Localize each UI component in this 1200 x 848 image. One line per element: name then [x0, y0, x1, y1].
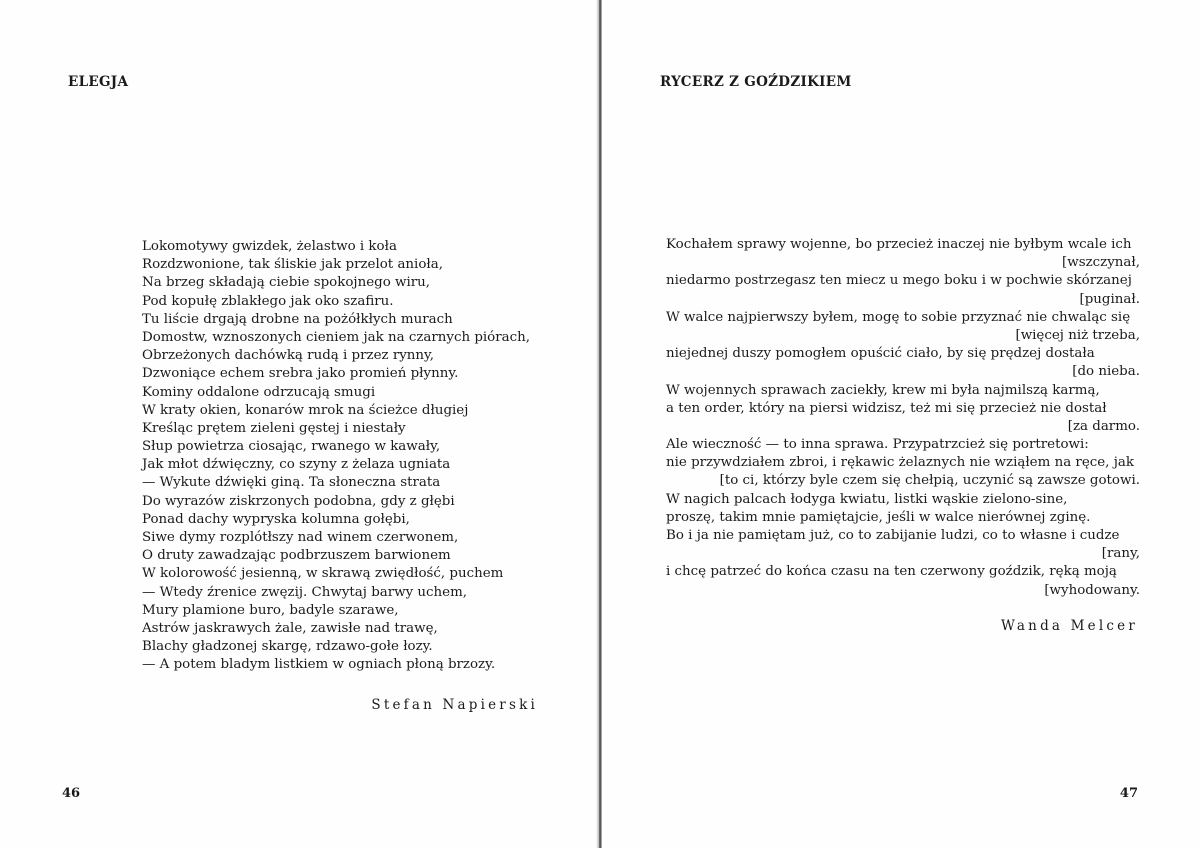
poem-line: W nagich palcach łodyga kwiatu, listki wąskie zielono-sine, [666, 491, 1068, 507]
poem-line-continuation: [puginał. [1079, 291, 1140, 307]
poem-line: Pod kopułę zblakłego jak oko szafiru. [142, 293, 394, 309]
poem-line: W wojennych sprawach zaciekły, krew mi była najmilszą karmą, [666, 382, 1100, 398]
poem-line: Siwe dymy rozplótłszy nad winem czerwonem, [142, 530, 459, 545]
left-page [0, 0, 598, 848]
poem-line: Lokomotywy gwizdek, żelastwo i koła [142, 239, 397, 254]
poem-line-continuation: [to ci, którzy byle czem się chełpią, uczynić są zawsze gotowi. [719, 473, 1140, 489]
poem-line-continuation: [wszczynał, [1062, 255, 1140, 271]
poem-line: Bo i ja nie pamiętam już, co to zabijanie ludzi, co to własne i cudze [666, 528, 1120, 543]
right-page [602, 0, 1200, 848]
poem-line: Jak młot dźwięczny, co szyny z żelaza ugniata [142, 457, 451, 473]
poem-line: Mury plamione buro, badyle szarawe, [142, 602, 399, 618]
poem-line-continuation: [rany, [1101, 546, 1140, 562]
poem-line: — Wtedy źrenice zwęzij. Chwytaj barwy uchem, [142, 584, 468, 600]
poem-line: Do wyrazów ziskrzonych podobna, gdy z głębi [142, 493, 455, 509]
poem-line: i chcę patrzeć do końca czasu na ten czerwony goździk, ręką moją [666, 564, 1117, 580]
poem-line: Kochałem sprawy wojenne, bo przecież inaczej nie byłbym wcale ich [666, 237, 1132, 252]
poem-line: niedarmo postrzegasz ten miecz u mego boku i w pochwie skórzanej [666, 273, 1132, 289]
poem-line: Obrzeżonych dachówką rudą i przez rynny, [142, 348, 435, 364]
poem-line: Kominy oddalone odrzucają smugi [142, 384, 376, 400]
poem-line: nie przywdziałem zbroi, i rękawic żelaznych nie wziąłem na ręce, jak [666, 455, 1134, 471]
poem-line: Tu liście drgają drobne na pożółkłych murach [142, 311, 453, 327]
poem-line: W walce najpierwszy byłem, mogę to sobie przyznać nie chwaląc się [666, 309, 1131, 325]
poem-title: ELEGJA [68, 74, 129, 90]
poem-line: Blachy gładzonej skargę, rdzawo-gołe łozy. [142, 639, 433, 655]
poem-line: Ale wieczność — to inna sprawa. Przypatrzcież się portretowi: [666, 437, 1089, 453]
poem-line: Słup powietrza ciosając, rwanego w kawały, [142, 439, 441, 455]
poem-line: W kraty okien, konarów mrok na ścieżce długiej [142, 402, 469, 418]
poem-author: Stefan Napierski [371, 697, 538, 713]
poem-line: Rozdzwonione, tak śliskie jak przelot anioła, [142, 257, 443, 273]
page-number: 46 [62, 786, 81, 801]
poem-line: O druty zawadzając podbrzuszem barwionem [142, 548, 451, 564]
poem-line-continuation: [do nieba. [1072, 364, 1140, 380]
poem-line: a ten order, który na piersi widzisz, też mi się przecież nie dostał [666, 400, 1107, 416]
poem-line: Na brzeg składają ciebie spokojnego wiru, [142, 275, 431, 291]
poem-line: W kolorowość jesienną, w skrawą zwiędłość, puchem [142, 566, 504, 582]
poem-line-continuation: [wyhodowany. [1044, 582, 1140, 598]
page-number: 47 [1119, 786, 1138, 801]
poem-line: Kreśląc prętem zieleni gęstej i niestały [142, 420, 406, 436]
poem-body [142, 238, 532, 675]
poem-line: niejednej duszy pomogłem opuścić ciało, by się prędzej dostała [666, 346, 1095, 362]
poem-line: Dzwoniące echem srebra jako promień płynny. [142, 366, 459, 382]
poem-author: Wanda Melcer [1001, 618, 1138, 634]
poem-line: Domostw, wznoszonych cieniem jak na czarnych piórach, [142, 329, 531, 345]
poem-line: — Wykute dźwięki giną. Ta słoneczna strata [142, 475, 441, 491]
poem-title: RYCERZ Z GOŹDZIKIEM [660, 74, 852, 90]
poem-line: Ponad dachy wypryska kolumna gołębi, [142, 511, 410, 527]
poem-line-continuation: [więcej niż trzeba, [1015, 327, 1140, 343]
poem-line-continuation: [za darmo. [1067, 418, 1140, 434]
poem-line: Astrów jaskrawych żale, zawisłe nad trawę, [142, 620, 438, 636]
poem-body [666, 236, 1140, 600]
poem-line: proszę, takim mnie pamiętajcie, jeśli w walce nierównej zginę. [666, 509, 1091, 525]
poem-line: — A potem bladym listkiem w ogniach płoną brzozy. [142, 657, 496, 673]
